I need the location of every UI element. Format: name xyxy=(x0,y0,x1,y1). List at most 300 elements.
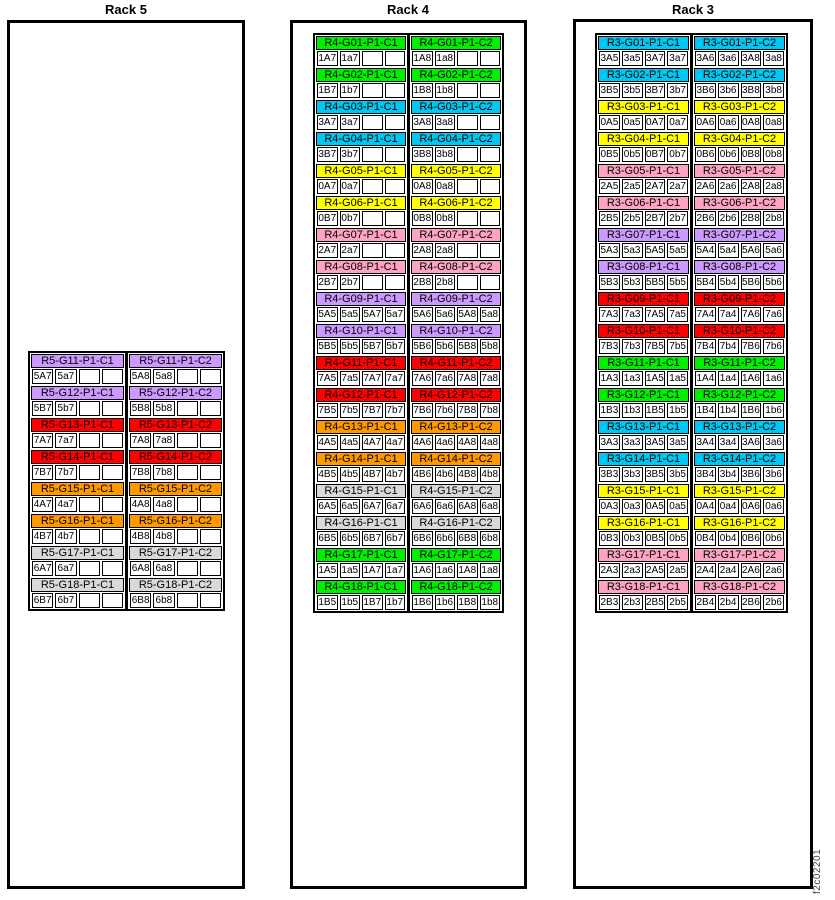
port-cell: 4B8 xyxy=(131,531,150,542)
port-cell: 5B7 xyxy=(33,403,52,414)
port-cell: 1B3 xyxy=(600,405,619,416)
port-cell: 1A5 xyxy=(318,565,337,576)
port-group-header: R3-G09-P1-C1 xyxy=(598,292,689,306)
port-cell: 5A5 xyxy=(645,245,664,256)
port-group-header: R3-G18-P1-C1 xyxy=(598,580,689,594)
port-cell: 0a8 xyxy=(436,181,454,192)
port-cell-row xyxy=(316,499,406,514)
port-cell-row xyxy=(694,563,785,578)
port-cell: 5b6 xyxy=(436,341,454,352)
port-cell: 0B5 xyxy=(600,149,619,160)
port-cell: 3b5 xyxy=(667,467,688,482)
figure-id-label: f2c02201 xyxy=(812,848,823,894)
port-cell: 2b7 xyxy=(341,277,359,288)
port-cell: 4A6 xyxy=(413,437,432,448)
port-cell: 7b6 xyxy=(763,339,784,354)
port-cell: 5B8 xyxy=(458,341,477,352)
port-group-header: R3-G09-P1-C2 xyxy=(694,292,785,306)
port-cell-empty xyxy=(79,593,100,608)
port-cell: 3A5 xyxy=(645,437,664,448)
port-cell-empty xyxy=(385,147,406,162)
port-cell: 5B8 xyxy=(131,403,150,414)
port-cell: 2b8 xyxy=(763,211,784,226)
port-cell: 7b8 xyxy=(153,465,174,480)
port-cell-row xyxy=(694,83,785,98)
port-cell: 3A5 xyxy=(600,53,619,64)
port-group-header: R4-G06-P1-C2 xyxy=(411,196,501,210)
port-group-header: R5-G12-P1-C1 xyxy=(31,386,124,400)
port-cell: 1a8 xyxy=(436,53,454,64)
port-cell: 0b4 xyxy=(718,531,739,546)
port-cell-empty xyxy=(457,275,478,290)
port-cell-row xyxy=(316,179,406,194)
port-cell: 4a7 xyxy=(386,437,404,448)
port-cell: 3A4 xyxy=(696,437,715,448)
port-cell-row xyxy=(129,593,222,608)
rack-3-column-c2 xyxy=(690,35,786,611)
port-cell: 6b5 xyxy=(341,533,359,544)
port-cell-row xyxy=(694,307,785,322)
port-cell: 7a5 xyxy=(341,373,359,384)
port-cell: 7a8 xyxy=(153,433,174,448)
port-cell-empty xyxy=(480,275,501,290)
port-cell: 4B7 xyxy=(363,469,382,480)
port-cell: 2b7 xyxy=(667,211,688,226)
port-group-header: R5-G18-P1-C1 xyxy=(31,578,124,592)
port-cell-row xyxy=(316,211,406,226)
port-cell-row xyxy=(411,179,501,194)
port-cell-row xyxy=(411,83,501,98)
port-group-header: R4-G01-P1-C2 xyxy=(411,36,501,50)
port-cell: 1A6 xyxy=(741,373,760,384)
port-group-header: R5-G17-P1-C1 xyxy=(31,546,124,560)
port-cell-row xyxy=(411,211,501,226)
port-cell-row xyxy=(694,243,785,258)
port-cell: 5A7 xyxy=(363,309,382,320)
port-cell-empty xyxy=(480,211,501,226)
port-group-header: R3-G15-P1-C1 xyxy=(598,484,689,498)
port-cell-empty xyxy=(200,401,221,416)
port-cell-row xyxy=(129,561,222,576)
port-cell: 7A5 xyxy=(318,373,337,384)
rack-4-column-c1 xyxy=(315,35,407,611)
port-cell-empty xyxy=(385,115,406,130)
port-group-header: R3-G15-P1-C2 xyxy=(694,484,785,498)
port-cell: 4a5 xyxy=(341,437,359,448)
port-cell: 2b5 xyxy=(667,595,688,610)
port-cell-row xyxy=(411,115,501,130)
port-cell: 1A3 xyxy=(600,373,619,384)
port-cell-row xyxy=(598,371,689,386)
port-cell: 2a6 xyxy=(763,563,784,578)
port-cell: 1B4 xyxy=(696,405,715,416)
port-cell: 2B8 xyxy=(413,277,432,288)
port-cell-row xyxy=(129,465,222,480)
port-cell: 4A8 xyxy=(131,499,150,510)
port-cell-empty xyxy=(102,433,123,448)
port-cell: 2B5 xyxy=(645,597,664,608)
port-cell: 4B8 xyxy=(458,469,477,480)
port-group-header: R5-G18-P1-C2 xyxy=(129,578,222,592)
port-cell: 5b3 xyxy=(622,275,643,290)
port-cell-empty xyxy=(79,433,100,448)
port-cell-empty xyxy=(177,465,198,480)
port-cell-row xyxy=(411,531,501,546)
port-cell: 3b8 xyxy=(763,83,784,98)
port-cell: 7a3 xyxy=(622,307,643,322)
port-cell-row xyxy=(316,51,406,66)
port-cell-row xyxy=(316,371,406,386)
port-cell-row xyxy=(31,497,124,512)
port-group-header: R4-G03-P1-C1 xyxy=(316,100,406,114)
port-cell: 3a7 xyxy=(667,51,688,66)
port-cell: 0b5 xyxy=(667,531,688,546)
port-cell: 3B6 xyxy=(741,469,760,480)
port-cell: 7a8 xyxy=(481,373,499,384)
port-cell-row xyxy=(694,531,785,546)
port-cell: 4A7 xyxy=(363,437,382,448)
port-cell: 1a8 xyxy=(481,565,499,576)
port-cell-empty xyxy=(177,593,198,608)
port-cell: 6a7 xyxy=(55,561,76,576)
port-cell: 1A6 xyxy=(413,565,432,576)
port-cell: 1B7 xyxy=(363,597,382,608)
port-cell: 5B5 xyxy=(318,341,337,352)
port-cell: 4B7 xyxy=(33,531,52,542)
port-cell: 5B3 xyxy=(600,277,619,288)
port-cell: 1b6 xyxy=(763,403,784,418)
port-cell-empty xyxy=(362,51,383,66)
port-cell: 2A7 xyxy=(645,181,664,192)
port-cell-row xyxy=(411,339,501,354)
port-cell: 5A8 xyxy=(458,309,477,320)
port-cell: 7A5 xyxy=(645,309,664,320)
port-cell: 1b4 xyxy=(718,403,739,418)
port-cell: 5a5 xyxy=(341,309,359,320)
port-cell: 1a7 xyxy=(386,565,404,576)
port-cell-empty xyxy=(362,211,383,226)
port-cell-row xyxy=(316,403,406,418)
port-cell: 0B8 xyxy=(413,213,432,224)
port-cell-empty xyxy=(79,497,100,512)
port-cell: 6b8 xyxy=(153,593,174,608)
port-group-header: R3-G12-P1-C2 xyxy=(694,388,785,402)
port-group-header: R3-G17-P1-C2 xyxy=(694,548,785,562)
port-cell-row xyxy=(316,339,406,354)
port-cell: 0a7 xyxy=(341,181,359,192)
port-cell: 7a7 xyxy=(386,373,404,384)
port-cell: 1A4 xyxy=(696,373,715,384)
port-group-header: R5-G16-P1-C2 xyxy=(129,514,222,528)
port-group-header: R5-G16-P1-C1 xyxy=(31,514,124,528)
port-cell: 1a6 xyxy=(436,565,454,576)
port-group-header: R4-G15-P1-C2 xyxy=(411,484,501,498)
port-group-header: R4-G12-P1-C2 xyxy=(411,388,501,402)
port-cell: 4a7 xyxy=(55,497,76,512)
port-cell: 2a7 xyxy=(667,179,688,194)
port-cell: 5A5 xyxy=(318,309,337,320)
port-cell-empty xyxy=(79,369,100,384)
port-cell-empty xyxy=(102,401,123,416)
port-cell: 1b8 xyxy=(481,597,499,608)
port-cell-empty xyxy=(457,211,478,226)
port-cell-row xyxy=(316,115,406,130)
port-cell: 3a5 xyxy=(622,51,643,66)
port-cell: 6a6 xyxy=(436,501,454,512)
port-cell-empty xyxy=(200,561,221,576)
port-cell: 7A3 xyxy=(600,309,619,320)
port-cell-row xyxy=(694,595,785,610)
port-cell: 5b8 xyxy=(153,401,174,416)
port-cell: 1A7 xyxy=(363,565,382,576)
port-cell: 4b8 xyxy=(481,469,499,480)
rack-3-port-table xyxy=(595,33,788,613)
port-group-header: R4-G13-P1-C1 xyxy=(316,420,406,434)
port-cell-row xyxy=(598,339,689,354)
port-cell: 6B7 xyxy=(33,595,52,606)
port-cell: 7a6 xyxy=(763,307,784,322)
port-group-header: R4-G17-P1-C1 xyxy=(316,548,406,562)
port-cell: 4b7 xyxy=(55,529,76,544)
port-cell: 4B5 xyxy=(318,469,337,480)
port-cell: 7A7 xyxy=(33,435,52,446)
port-cell-row xyxy=(694,499,785,514)
port-cell: 6B8 xyxy=(131,595,150,606)
port-cell: 6B5 xyxy=(318,533,337,544)
port-cell-empty xyxy=(362,83,383,98)
port-cell: 0b6 xyxy=(763,531,784,546)
port-cell: 2A3 xyxy=(600,565,619,576)
port-cell: 3b4 xyxy=(718,467,739,482)
port-cell: 1a5 xyxy=(667,371,688,386)
port-cell: 2B7 xyxy=(645,213,664,224)
port-cell-empty xyxy=(102,593,123,608)
port-cell: 7B8 xyxy=(131,467,150,478)
port-group-header: R5-G15-P1-C1 xyxy=(31,482,124,496)
port-cell-row xyxy=(694,179,785,194)
port-cell: 4a8 xyxy=(481,437,499,448)
port-cell: 6a8 xyxy=(153,561,174,576)
port-cell-empty xyxy=(480,243,501,258)
port-cell: 2B6 xyxy=(741,597,760,608)
port-cell-row xyxy=(598,595,689,610)
port-cell-empty xyxy=(362,179,383,194)
port-cell-row xyxy=(598,243,689,258)
port-cell: 2B4 xyxy=(696,597,715,608)
port-cell: 6b8 xyxy=(481,533,499,544)
port-group-header: R3-G14-P1-C1 xyxy=(598,452,689,466)
port-cell: 6b6 xyxy=(436,533,454,544)
port-cell-row xyxy=(129,497,222,512)
port-cell-row xyxy=(31,465,124,480)
port-cell: 0A6 xyxy=(696,117,715,128)
port-group-header: R4-G10-P1-C1 xyxy=(316,324,406,338)
port-cell: 1a3 xyxy=(622,371,643,386)
port-cell: 1B8 xyxy=(458,597,477,608)
port-cell: 7b7 xyxy=(55,465,76,480)
port-cell-row xyxy=(598,275,689,290)
port-cell-empty xyxy=(457,243,478,258)
port-cell: 1B6 xyxy=(413,597,432,608)
port-cell: 7B7 xyxy=(33,467,52,478)
port-group-header: R3-G14-P1-C2 xyxy=(694,452,785,466)
port-cell-row xyxy=(129,529,222,544)
port-cell: 7A8 xyxy=(458,373,477,384)
port-cell: 3b6 xyxy=(718,83,739,98)
port-cell: 2B5 xyxy=(600,213,619,224)
port-group-header: R4-G05-P1-C1 xyxy=(316,164,406,178)
port-cell: 7b8 xyxy=(481,405,499,416)
port-cell: 2a4 xyxy=(718,563,739,578)
port-cell: 5a7 xyxy=(55,369,76,384)
port-cell: 0A7 xyxy=(645,117,664,128)
port-cell: 7a7 xyxy=(55,433,76,448)
port-cell: 1a4 xyxy=(718,371,739,386)
port-group-header: R3-G16-P1-C1 xyxy=(598,516,689,530)
port-cell-empty xyxy=(177,369,198,384)
port-cell: 3A6 xyxy=(696,53,715,64)
port-cell: 0B7 xyxy=(645,149,664,160)
port-group-header: R3-G08-P1-C1 xyxy=(598,260,689,274)
rack-4-title: Rack 4 xyxy=(387,2,429,17)
port-cell-row xyxy=(694,147,785,162)
port-cell-row xyxy=(316,531,406,546)
port-group-header: R5-G14-P1-C2 xyxy=(129,450,222,464)
port-cell-empty xyxy=(177,433,198,448)
port-cell: 7A4 xyxy=(696,309,715,320)
port-cell-row xyxy=(598,307,689,322)
port-cell: 7b5 xyxy=(667,339,688,354)
rack-3-column-c1 xyxy=(597,35,690,611)
port-cell: 1b3 xyxy=(622,403,643,418)
port-cell: 0a6 xyxy=(718,115,739,130)
port-cell: 1B5 xyxy=(318,597,337,608)
port-cell: 1A7 xyxy=(318,53,337,64)
port-group-header: R4-G16-P1-C1 xyxy=(316,516,406,530)
port-cell: 5b4 xyxy=(718,275,739,290)
port-cell: 4b7 xyxy=(386,469,404,480)
port-cell: 5b7 xyxy=(55,401,76,416)
port-group-header: R3-G04-P1-C2 xyxy=(694,132,785,146)
port-cell: 1A5 xyxy=(645,373,664,384)
port-group-header: R3-G13-P1-C2 xyxy=(694,420,785,434)
port-cell: 7A7 xyxy=(363,373,382,384)
port-cell: 6a8 xyxy=(481,501,499,512)
port-cell-empty xyxy=(102,465,123,480)
port-cell-row xyxy=(694,275,785,290)
port-cell: 3B7 xyxy=(645,85,664,96)
rack-5-column-c1 xyxy=(30,353,125,609)
port-cell: 0B3 xyxy=(600,533,619,544)
port-cell: 0A4 xyxy=(696,501,715,512)
port-cell: 5b8 xyxy=(481,341,499,352)
port-cell: 5B4 xyxy=(696,277,715,288)
port-cell-row xyxy=(598,211,689,226)
port-group-header: R5-G11-P1-C1 xyxy=(31,354,124,368)
port-cell: 2b6 xyxy=(763,595,784,610)
port-group-header: R4-G06-P1-C1 xyxy=(316,196,406,210)
port-group-header: R3-G13-P1-C1 xyxy=(598,420,689,434)
port-cell: 5A3 xyxy=(600,245,619,256)
port-cell: 1b5 xyxy=(341,597,359,608)
port-group-header: R4-G11-P1-C2 xyxy=(411,356,501,370)
port-cell: 3b8 xyxy=(436,149,454,160)
port-group-header: R5-G14-P1-C1 xyxy=(31,450,124,464)
port-cell-row xyxy=(411,595,501,610)
port-cell-empty xyxy=(177,401,198,416)
port-group-header: R4-G05-P1-C2 xyxy=(411,164,501,178)
port-cell: 0b3 xyxy=(622,531,643,546)
port-cell-empty xyxy=(457,83,478,98)
port-cell: 2b8 xyxy=(436,277,454,288)
port-cell: 1b6 xyxy=(436,597,454,608)
port-cell: 3a8 xyxy=(436,117,454,128)
rack-5-port-table xyxy=(28,351,225,611)
port-cell: 0b5 xyxy=(622,147,643,162)
port-cell: 7a5 xyxy=(667,307,688,322)
port-cell: 5B7 xyxy=(363,341,382,352)
port-group-header: R4-G12-P1-C1 xyxy=(316,388,406,402)
port-group-header: R3-G10-P1-C1 xyxy=(598,324,689,338)
port-cell-row xyxy=(694,435,785,450)
port-cell: 1a5 xyxy=(341,565,359,576)
port-group-header: R3-G05-P1-C2 xyxy=(694,164,785,178)
port-cell: 7B5 xyxy=(645,341,664,352)
port-cell-empty xyxy=(362,115,383,130)
port-group-header: R3-G12-P1-C1 xyxy=(598,388,689,402)
port-cell: 3a3 xyxy=(622,435,643,450)
port-group-header: R3-G16-P1-C2 xyxy=(694,516,785,530)
port-cell-row xyxy=(411,243,501,258)
port-group-header: R5-G12-P1-C2 xyxy=(129,386,222,400)
port-cell: 3b7 xyxy=(667,83,688,98)
port-cell: 2A6 xyxy=(696,181,715,192)
port-group-header: R3-G03-P1-C1 xyxy=(598,100,689,114)
port-group-header: R3-G03-P1-C2 xyxy=(694,100,785,114)
port-cell-row xyxy=(129,401,222,416)
port-cell: 7B3 xyxy=(600,341,619,352)
port-cell-row xyxy=(411,275,501,290)
port-cell-empty xyxy=(480,83,501,98)
port-group-header: R4-G07-P1-C1 xyxy=(316,228,406,242)
port-group-header: R3-G11-P1-C2 xyxy=(694,356,785,370)
port-cell: 2A6 xyxy=(741,565,760,576)
port-cell-row xyxy=(31,529,124,544)
port-cell: 7a6 xyxy=(436,373,454,384)
port-cell-empty xyxy=(102,369,123,384)
port-cell: 2A4 xyxy=(696,565,715,576)
port-cell: 3B3 xyxy=(600,469,619,480)
port-cell: 6A7 xyxy=(363,501,382,512)
port-cell: 2A5 xyxy=(600,181,619,192)
port-cell: 6B7 xyxy=(363,533,382,544)
port-cell: 3b7 xyxy=(341,149,359,160)
port-cell: 5A7 xyxy=(33,371,52,382)
port-group-header: R5-G11-P1-C2 xyxy=(129,354,222,368)
rack-4-column-c2 xyxy=(407,35,502,611)
port-cell: 2A5 xyxy=(645,565,664,576)
port-cell-empty xyxy=(385,275,406,290)
port-cell-row xyxy=(316,275,406,290)
port-cell: 1A8 xyxy=(458,565,477,576)
port-cell: 2a8 xyxy=(763,179,784,194)
port-group-header: R4-G14-P1-C1 xyxy=(316,452,406,466)
port-cell: 2a7 xyxy=(341,245,359,256)
port-group-header: R5-G17-P1-C2 xyxy=(129,546,222,560)
port-cell-row xyxy=(598,531,689,546)
port-cell: 2a6 xyxy=(718,179,739,194)
port-group-header: R3-G18-P1-C2 xyxy=(694,580,785,594)
